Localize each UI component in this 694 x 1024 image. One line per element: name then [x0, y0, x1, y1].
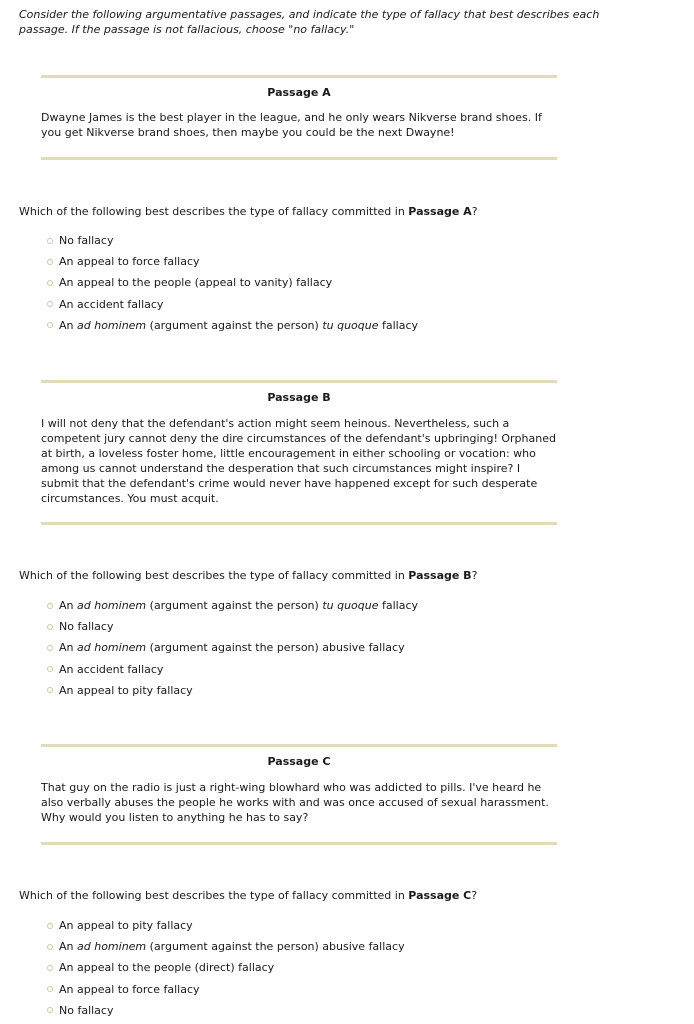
- question-target: Passage C: [408, 889, 472, 902]
- option-a-4[interactable]: [47, 294, 647, 315]
- radio-button[interactable]: [47, 986, 53, 992]
- option-c-1[interactable]: [47, 915, 647, 936]
- instructions: Consider the following argumentative passages, and indicate the type of fallacy that best describes each passage. If the passage is not fallacious, choose "no fallacy.": [19, 8, 600, 36]
- option-b-5[interactable]: [47, 680, 647, 701]
- options-b: [47, 595, 647, 701]
- passage-text: That guy on the radio is just a right-wing blowhard who was addicted to pills. I've heard he also verbally abuses the people he works with and was once accused of sexual harassment. Why would you listen to anything he has to say?: [41, 781, 549, 824]
- option-label: An appeal to the people (direct) fallacy: [59, 961, 275, 975]
- option-label: No fallacy: [59, 234, 114, 248]
- radio-button[interactable]: [47, 259, 53, 265]
- option-b-4[interactable]: [47, 659, 647, 680]
- question-b: [19, 569, 659, 583]
- radio-button[interactable]: [47, 666, 53, 672]
- radio-button[interactable]: [47, 645, 53, 651]
- radio-button[interactable]: [47, 603, 53, 609]
- question-a: [19, 205, 659, 219]
- radio-button[interactable]: [47, 238, 53, 244]
- radio-button[interactable]: [47, 280, 53, 286]
- option-label: An appeal to the people (appeal to vanity) fallacy: [59, 276, 333, 290]
- passage-title: Passage C: [267, 755, 331, 768]
- passage-text: Dwayne James is the best player in the league, and he only wears Nikverse brand shoes. If you get Nikverse brand shoes, then maybe you could be the next Dwayne!: [41, 111, 542, 139]
- option-label: An accident fallacy: [59, 662, 164, 676]
- option-label: An ad hominem (argument against the person) tu quoque fallacy: [59, 599, 419, 613]
- radio-button[interactable]: [47, 944, 53, 950]
- option-label: An appeal to force fallacy: [59, 255, 200, 269]
- radio-button[interactable]: [47, 687, 53, 693]
- option-a-2[interactable]: [47, 251, 647, 272]
- question-prefix: Which of the following best describes the type of fallacy committed in: [19, 569, 409, 582]
- option-c-2[interactable]: [47, 936, 647, 957]
- radio-button[interactable]: [47, 624, 53, 630]
- passage-title: Passage A: [267, 86, 331, 99]
- question-prefix: Which of the following best describes the type of fallacy committed in: [19, 205, 409, 218]
- question-prefix: Which of the following best describes the type of fallacy committed in: [19, 889, 409, 902]
- passage-b-box: [41, 380, 557, 525]
- option-a-3[interactable]: [47, 272, 647, 293]
- option-c-5[interactable]: [47, 1000, 647, 1021]
- option-label: An appeal to force fallacy: [59, 982, 200, 996]
- question-target: Passage A: [408, 205, 472, 218]
- option-label: No fallacy: [59, 620, 114, 634]
- option-label: An ad hominem (argument against the person) abusive fallacy: [59, 940, 405, 954]
- option-label: An ad hominem (argument against the person) abusive fallacy: [59, 641, 405, 655]
- question-suffix: ?: [471, 205, 478, 218]
- radio-button[interactable]: [47, 1007, 53, 1013]
- option-a-5[interactable]: [47, 315, 647, 336]
- option-b-2[interactable]: [47, 616, 647, 637]
- option-label: An appeal to pity fallacy: [59, 683, 193, 697]
- radio-button[interactable]: [47, 301, 53, 307]
- passage-title: Passage B: [267, 391, 331, 404]
- passage-a-box: [41, 75, 557, 160]
- options-c: [47, 915, 647, 1021]
- passage-c-box: [41, 744, 557, 845]
- option-label: No fallacy: [59, 1003, 114, 1017]
- radio-button[interactable]: [47, 923, 53, 929]
- question-suffix: ?: [471, 889, 478, 902]
- question-suffix: ?: [471, 569, 478, 582]
- radio-button[interactable]: [47, 965, 53, 971]
- options-a: [47, 230, 647, 336]
- option-c-3[interactable]: [47, 957, 647, 978]
- option-label: An appeal to pity fallacy: [59, 919, 193, 933]
- option-label: An accident fallacy: [59, 297, 164, 311]
- option-b-3[interactable]: [47, 637, 647, 658]
- passage-text: I will not deny that the defendant's action might seem heinous. Nevertheless, such a competent jury cannot deny the dire circumstances of the defendant's upbringing! Orphaned at birth, a loveless foster home, little encouragement in either schooling or vocation: who among us cannot understand the desperation that such circumstances might inspire? I submit that the defendant's crime would never have happened except for such desperate circumstances. You must acquit.: [41, 417, 556, 505]
- option-label: An ad hominem (argument against the person) tu quoque fallacy: [59, 318, 419, 332]
- radio-button[interactable]: [47, 322, 53, 328]
- option-c-4[interactable]: [47, 979, 647, 1000]
- question-target: Passage B: [408, 569, 472, 582]
- question-c: [19, 889, 659, 903]
- option-b-1[interactable]: [47, 595, 647, 616]
- option-a-1[interactable]: [47, 230, 647, 251]
